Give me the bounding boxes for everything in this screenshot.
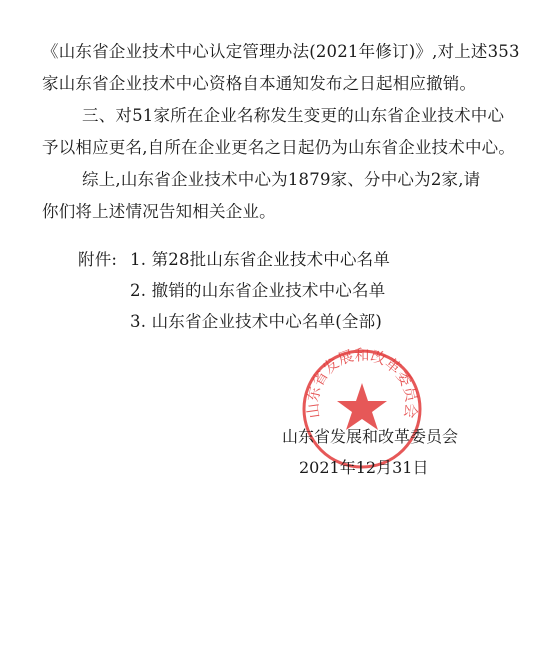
paragraph-line-1: 《山东省企业技术中心认定管理办法(2021年修订)》,对上述353	[42, 42, 520, 61]
attachment-item-3: 3. 山东省企业技术中心名单(全部)	[130, 312, 382, 331]
paragraph-line-2: 家山东省企业技术中心资格自本通知发布之日起相应撤销。	[42, 74, 477, 93]
attachments-label: 附件:	[78, 250, 118, 269]
seal-text: 山东省发展和改革委员会	[303, 345, 421, 420]
signature-date: 2021年12月31日	[299, 458, 429, 477]
signature-org: 山东省发展和改革委员会	[282, 427, 459, 446]
official-seal-icon	[298, 345, 426, 473]
paragraph-line-6: 你们将上述情况告知相关企业。	[42, 202, 276, 221]
paragraph-line-4: 予以相应更名,自所在企业更名之日起仍为山东省企业技术中心。	[42, 138, 516, 157]
attachment-item-2: 2. 撤销的山东省企业技术中心名单	[130, 281, 386, 300]
paragraph-line-5: 综上,山东省企业技术中心为1879家、分中心为2家,请	[82, 170, 481, 189]
attachment-item-1: 1. 第28批山东省企业技术中心名单	[130, 250, 391, 269]
paragraph-line-3: 三、对51家所在企业名称发生变更的山东省企业技术中心	[82, 106, 505, 125]
